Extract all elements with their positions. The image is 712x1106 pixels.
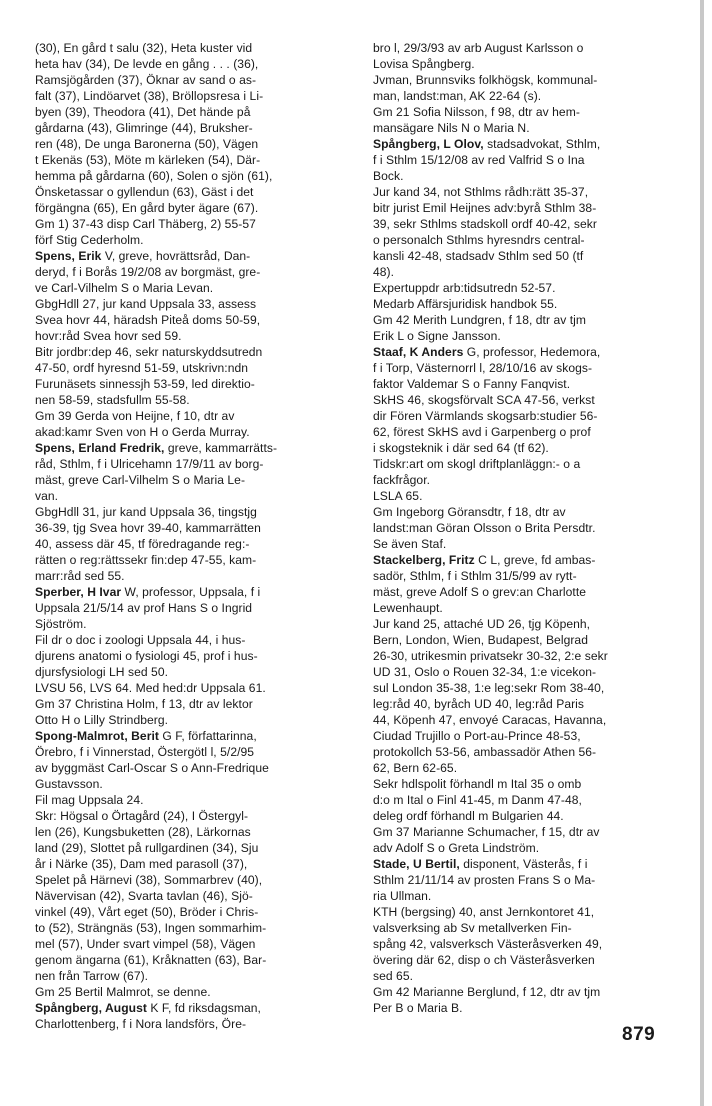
text-line: 39, sekr Sthlms stadskoll ordf 40-42, sekr xyxy=(373,217,597,231)
text-line: marr:råd sed 55. xyxy=(35,569,125,583)
text-line: förgängna (65), En gård byter ägare (67). xyxy=(35,201,259,215)
text-line: len (26), Kungsbuketten (28), Lärkornas xyxy=(35,825,251,839)
text-line: GbgHdll 31, jur kand Uppsala 36, tingstjg xyxy=(35,505,257,519)
text-line: LSLA 65. xyxy=(373,489,423,503)
text-line: leg:råd 40, byråch UD 40, leg:råd Paris xyxy=(373,697,585,711)
text-line: ren (48), De unga Baronerna (50), Vägen xyxy=(35,137,259,151)
text-line: Furunäsets sinnessjh 53-59, led direktio- xyxy=(35,377,255,391)
text-line: Örebro, f i Vinnerstad, Östergötl l, 5/2/95 xyxy=(35,745,255,759)
text-line: land (29), Slottet på rullgardinen (34), Sju xyxy=(35,841,259,855)
entry-text: V, greve, hovrättsråd, Dan- xyxy=(101,249,251,263)
text-line: spång 42, valsverksch Västeråsverken 49, xyxy=(373,937,603,951)
right-column xyxy=(373,40,669,1016)
biography-entry xyxy=(373,856,669,1016)
text-line: Per B o Maria B. xyxy=(373,1001,463,1015)
text-line: Gm 1) 37-43 disp Carl Thäberg, 2) 55-57 xyxy=(35,217,256,231)
text-line: Fil mag Uppsala 24. xyxy=(35,793,144,807)
text-line: Bock. xyxy=(373,169,404,183)
text-line: ria Ullman. xyxy=(373,889,432,903)
text-line: Jur kand 25, attaché UD 26, tjg Köpenh, xyxy=(373,617,591,631)
text-line: Svea hovr 44, häradsh Piteå doms 50-59, xyxy=(35,313,261,327)
text-line: deryd, f i Borås 19/2/08 av borgmäst, gre- xyxy=(35,265,261,279)
text-line: LVSU 56, LVS 64. Med hed:dr Uppsala 61. xyxy=(35,681,266,695)
text-line: sed 65. xyxy=(373,969,414,983)
text-line: Uppsala 21/5/14 av prof Hans S o Ingrid xyxy=(35,601,253,615)
text-line: Gm 42 Merith Lundgren, f 18, dtr av tjm xyxy=(373,313,587,327)
entry-text: C L, greve, fd ambas- xyxy=(474,553,596,567)
text-line: Spelet på Härnevi (38), Sommarbrev (40), xyxy=(35,873,263,887)
text-line: kansli 42-48, stadsadv Sthlm sed 50 (tf xyxy=(373,249,584,263)
text-line xyxy=(35,728,331,744)
text-line: van. xyxy=(35,489,59,503)
text-line: Gustavsson. xyxy=(35,777,103,791)
text-line: djurens anatomi o fysiologi 45, prof i hus- xyxy=(35,649,258,663)
text-line: 48). xyxy=(373,265,395,279)
text-line: Lewenhaupt. xyxy=(373,601,443,615)
text-line: mäst, greve Adolf S o grev:an Charlotte xyxy=(373,585,587,599)
entry-text: greve, kammarrätts- xyxy=(164,441,278,455)
text-line: t Ekenäs (53), Möte m kärleken (54), Där- xyxy=(35,153,261,167)
text-line xyxy=(373,136,669,152)
biography-entry xyxy=(35,440,331,584)
biography-entry xyxy=(373,136,669,344)
text-line: faktor Valdemar S o Fanny Fanqvist. xyxy=(373,377,571,391)
text-line: byen (39), Theodora (41), Det hände på xyxy=(35,105,251,119)
entry-name: Stackelberg, Fritz xyxy=(373,553,475,567)
text-line: år i Närke (35), Dam med parasoll (37), xyxy=(35,857,248,871)
text-line: falt (37), Lindöarvet (38), Bröllopsresa i Li- xyxy=(35,89,264,103)
text-line: f i Torp, Västernorrl l, 28/10/16 av skogs- xyxy=(373,361,593,375)
text-line: akad:kamr Sven von H o Gerda Murray. xyxy=(35,425,250,439)
biography-entry xyxy=(35,1000,331,1032)
biography-entry xyxy=(35,584,331,728)
text-line: Sthlm 21/11/14 av prosten Frans S o Ma- xyxy=(373,873,596,887)
left-column xyxy=(35,40,331,1032)
page-edge xyxy=(700,0,704,1106)
text-line: SkHS 46, skogsförvalt SCA 47-56, verkst xyxy=(373,393,595,407)
text-line: landst:man Göran Olsson o Brita Persdtr. xyxy=(373,521,596,535)
entry-name: Stade, U Bertil, xyxy=(373,857,460,871)
text-line: Otto H o Lilly Strindberg. xyxy=(35,713,169,727)
text-line: vinkel (49), Vårt eget (50), Bröder i Chris- xyxy=(35,905,259,919)
text-line: Tidskr:art om skogl driftplanläggn:- o a xyxy=(373,457,581,471)
biography-entry xyxy=(373,552,669,856)
entry-name: Spens, Erland Fredrik, xyxy=(35,441,165,455)
entry-text: K F, fd riksdagsman, xyxy=(146,1001,261,1015)
text-line: mansägare Nils N o Maria N. xyxy=(373,121,530,135)
text-line: KTH (bergsing) 40, anst Jernkontoret 41, xyxy=(373,905,595,919)
text-line xyxy=(35,584,331,600)
text-line: gårdarna (43), Glimringe (44), Bruksher- xyxy=(35,121,253,135)
text-line: Gm 25 Bertil Malmrot, se denne. xyxy=(35,985,211,999)
entry-name: Spångberg, August xyxy=(35,1001,147,1015)
text-line: Bern, London, Wien, Budapest, Belgrad xyxy=(373,633,588,647)
text-line: o personalch Sthlms hyresndrs central- xyxy=(373,233,585,247)
biography-entry xyxy=(373,40,669,136)
text-line: Önsketassar o gyllendun (63), Gäst i det xyxy=(35,185,254,199)
biography-entry xyxy=(35,248,331,440)
biography-entry xyxy=(373,344,669,552)
text-line: hemma på gårdarna (60), Solen o sjön (61), xyxy=(35,169,273,183)
entry-text: G, professor, Hedemora, xyxy=(463,345,601,359)
text-line: Sjöström. xyxy=(35,617,87,631)
text-line: man, landst:man, AK 22-64 (s). xyxy=(373,89,542,103)
text-line: GbgHdll 27, jur kand Uppsala 33, assess xyxy=(35,297,257,311)
text-line xyxy=(373,552,669,568)
text-line: 26-30, utrikesmin privatsekr 30-32, 2:e sekr xyxy=(373,649,608,663)
text-line: ve Carl-Vilhelm S o Maria Levan. xyxy=(35,281,214,295)
text-line: Jvman, Brunnsviks folkhögsk, kommunal- xyxy=(373,73,598,87)
text-line: nen från Tarrow (67). xyxy=(35,969,149,983)
entry-name: Sperber, H Ivar xyxy=(35,585,122,599)
text-line: mel (57), Under svart vimpel (58), Vägen xyxy=(35,937,256,951)
text-line xyxy=(35,248,331,264)
text-line: hovr:råd Svea hovr sed 59. xyxy=(35,329,182,343)
text-line: förf Stig Cederholm. xyxy=(35,233,144,247)
text-line: sadör, Sthlm, f i Sthlm 31/5/99 av rytt- xyxy=(373,569,577,583)
text-line: 62, Bern 62-65. xyxy=(373,761,458,775)
text-line: 44, Köpenh 47, envoyé Caracas, Havanna, xyxy=(373,713,607,727)
text-line: Medarb Affärsjuridisk handbok 55. xyxy=(373,297,558,311)
text-line: Skr: Högsal o Örtagård (24), I Östergyl- xyxy=(35,809,249,823)
entry-name: Staaf, K Anders xyxy=(373,345,464,359)
entry-name: Spens, Erik xyxy=(35,249,102,263)
text-line: rätten o reg:rättssekr fin:dep 47-55, kam- xyxy=(35,553,257,567)
entry-text: disponent, Västerås, f i xyxy=(459,857,588,871)
text-line: 40, assess där 45, tf föredragande reg:- xyxy=(35,537,250,551)
text-line: protokollch 53-56, ambassadör Athen 56- xyxy=(373,745,597,759)
text-line: Gm 42 Marianne Berglund, f 12, dtr av tjm xyxy=(373,985,601,999)
entry-name: Spong-Malmrot, Berit xyxy=(35,729,159,743)
entry-text: stadsadvokat, Sthlm, xyxy=(483,137,601,151)
text-line: 47-50, ordf hyresnd 51-59, utskrivn:ndn xyxy=(35,361,249,375)
text-line: råd, Sthlm, f i Ulricehamn 17/9/11 av borg- xyxy=(35,457,264,471)
text-line: Gm 21 Sofia Nilsson, f 98, dtr av hem- xyxy=(373,105,580,119)
text-line: i skogsteknik i där sed 64 (tf 62). xyxy=(373,441,549,455)
text-line: Charlottenberg, f i Nora landsförs, Öre- xyxy=(35,1017,247,1031)
text-line: heta hav (34), De levde en gång . . . (36), xyxy=(35,57,259,71)
text-line xyxy=(35,1000,331,1016)
text-line: f i Sthlm 15/12/08 av red Valfrid S o Ina xyxy=(373,153,585,167)
text-line: sul London 35-38, 1:e leg:sekr Rom 38-40, xyxy=(373,681,605,695)
text-line: Fil dr o doc i zoologi Uppsala 44, i hus- xyxy=(35,633,246,647)
text-line: Expertuppdr arb:tidsutredn 52-57. xyxy=(373,281,556,295)
text-line: bro l, 29/3/93 av arb August Karlsson o xyxy=(373,41,584,55)
text-line: Gm 37 Christina Holm, f 13, dtr av lektor xyxy=(35,697,253,711)
text-line xyxy=(35,440,331,456)
text-line: fackfrågor. xyxy=(373,473,431,487)
text-line: dir Fören Värmlands skogsarb:studier 56- xyxy=(373,409,598,423)
page-number: 879 xyxy=(622,1024,656,1045)
text-line: övering där 62, disp o ch Västeråsverken xyxy=(373,953,595,967)
text-line: deleg ordf förhandl m Bulgarien 44. xyxy=(373,809,564,823)
text-line: UD 31, Oslo o Rouen 32-34, 1:e vicekon- xyxy=(373,665,597,679)
text-line: 62, förest SkHS avd i Garpenberg o prof xyxy=(373,425,591,439)
text-line: Erik L o Signe Jansson. xyxy=(373,329,501,343)
text-line: Ramsjögården (37), Öknar av sand o as- xyxy=(35,73,257,87)
text-line: (30), En gård t salu (32), Heta kuster vid xyxy=(35,41,253,55)
text-line: genom ängarna (61), Kråknatten (63), Bar- xyxy=(35,953,267,967)
text-line: mäst, greve Carl-Vilhelm S o Maria Le- xyxy=(35,473,246,487)
text-line xyxy=(373,344,669,360)
entry-name: Spångberg, L Olov, xyxy=(373,137,484,151)
text-line: Jur kand 34, not Sthlms rådh:rätt 35-37, xyxy=(373,185,589,199)
text-line: nen 58-59, stadsfullm 55-58. xyxy=(35,393,190,407)
biography-entry xyxy=(35,728,331,1000)
text-line: av byggmäst Carl-Oscar S o Ann-Fredrique xyxy=(35,761,269,775)
text-line: d:o m Ital o Finl 41-45, m Danm 47-48, xyxy=(373,793,582,807)
text-line: 36-39, tjg Svea hovr 39-40, kammarrätten xyxy=(35,521,261,535)
text-line: djursfysiologi LH sed 50. xyxy=(35,665,169,679)
text-line: Lovisa Spångberg. xyxy=(373,57,475,71)
text-line: adv Adolf S o Greta Lindström. xyxy=(373,841,540,855)
text-line: Ciudad Trujillo o Port-au-Prince 48-53, xyxy=(373,729,581,743)
text-line: Bitr jordbr:dep 46, sekr naturskyddsutredn xyxy=(35,345,263,359)
text-line: valsverksing ab Sv metallverken Fin- xyxy=(373,921,572,935)
text-line: Gm Ingeborg Göransdtr, f 18, dtr av xyxy=(373,505,566,519)
text-line: Sekr hdlspolit förhandl m Ital 35 o omb xyxy=(373,777,582,791)
text-line: Gm 39 Gerda von Heijne, f 10, dtr av xyxy=(35,409,235,423)
text-line: to (52), Strängnäs (53), Ingen sommarhim- xyxy=(35,921,267,935)
text-line: bitr jurist Emil Heijnes adv:byrå Sthlm 38- xyxy=(373,201,597,215)
text-line: Se även Staf. xyxy=(373,537,447,551)
text-line: Gm 37 Marianne Schumacher, f 15, dtr av xyxy=(373,825,600,839)
entry-text: W, professor, Uppsala, f i xyxy=(121,585,261,599)
text-line: Nävervisan (42), Svarta tavlan (46), Sjö- xyxy=(35,889,253,903)
entry-text: G F, författarinna, xyxy=(158,729,257,743)
biography-entry xyxy=(35,40,331,248)
text-line xyxy=(373,856,669,872)
